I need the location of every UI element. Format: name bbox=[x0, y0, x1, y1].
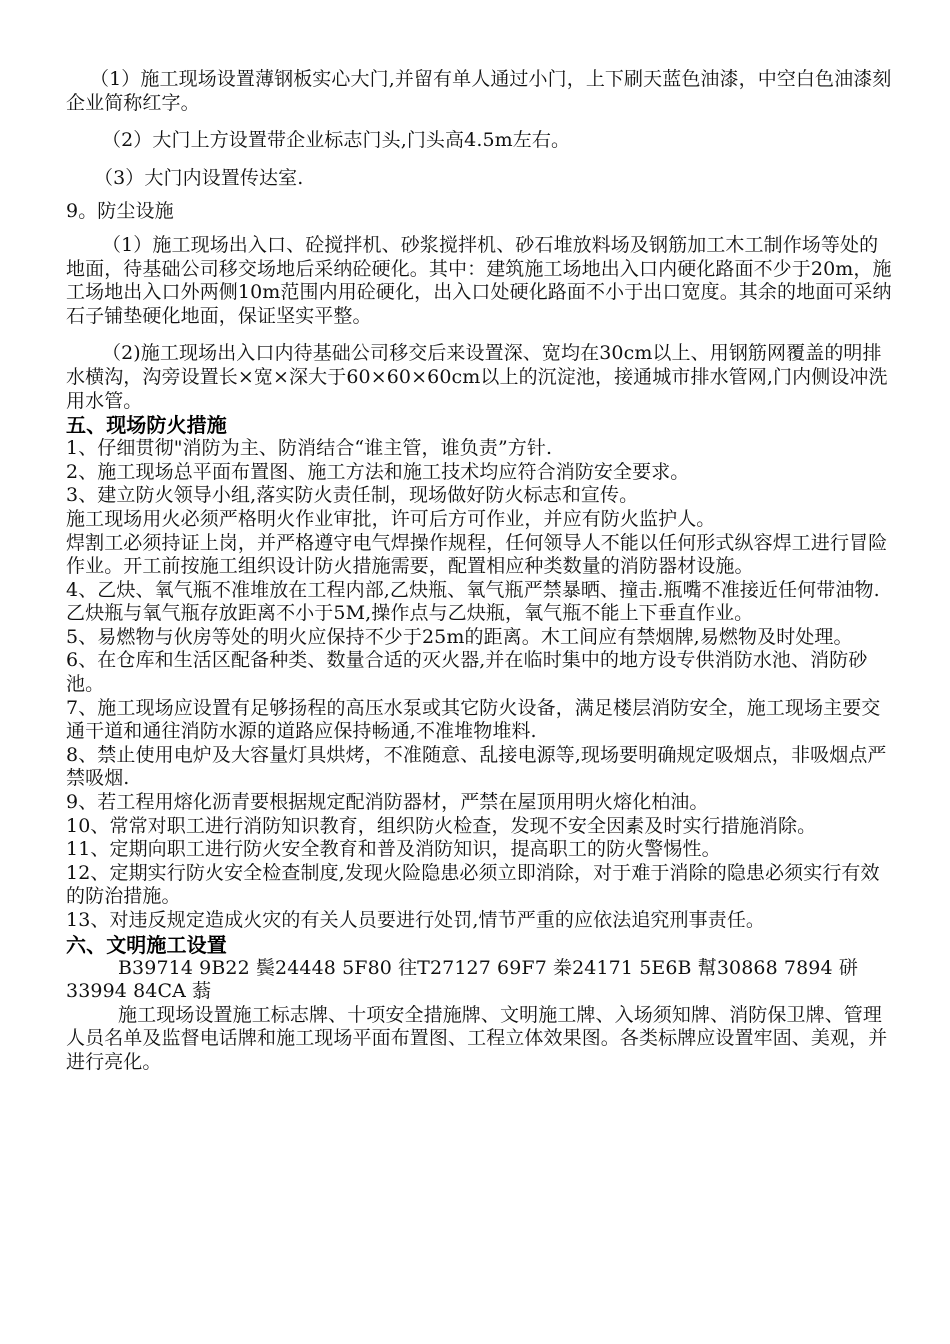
civil-section-heading: 六、文明施工设置 bbox=[66, 932, 227, 957]
fire-item: 3、建立防火领导小组,落实防火责任制，现场做好防火标志和宣传。 bbox=[66, 484, 639, 507]
dust-item-1: （1）施工现场出入口、砼搅拌机、砂浆搅拌机、砂石堆放料场及钢筋加工木工制作场等处的地面，待基础公司移交场地后采纳砼硬化。其中：建筑施工场地出入口内硬化路面不少于20m，施工场地出入口外两侧10m范围内用砼硬化，出入口处硬化路面不小于出口宽度。其余的地面可采纳石子铺垫硬化地面，保证坚实平整。 bbox=[66, 233, 892, 327]
gate-item-2: （2）大门上方设置带企业标志门头,门头高4.5m左右。 bbox=[102, 129, 571, 152]
fire-item: 2、施工现场总平面布置图、施工方法和施工技术均应符合消防安全要求。 bbox=[66, 460, 690, 483]
fire-item: 7、施工现场应设置有足够扬程的高压水泵或其它防火设备，满足楼层消防安全，施工现场主要交通干道和通往消防水源的道路应保持畅通,不准堆物堆料. bbox=[66, 696, 881, 743]
fire-item: 12、定期实行防火安全检查制度,发现火险隐患必须立即消除，对于难于消除的隐患必须实行有效的防治措施。 bbox=[66, 861, 880, 908]
fire-item: 8、禁止使用电炉及大容量灯具烘烤，不准随意、乱接电源等,现场要明确规定吸烟点，非吸烟点严禁吸烟. bbox=[66, 743, 887, 790]
dust-item-2: （2)施工现场出入口内待基础公司移交后来设置深、宽均在30cm以上、用钢筋网覆盖的明排水横沟，沟旁设置长×宽×深大于60×60×60cm以上的沉淀池，接通城市排水管网,门内侧设冲洗用水管。 bbox=[66, 342, 888, 412]
fire-item: 1、仔细贯彻"消防为主、防消结合“谁主管，谁负责”方针. bbox=[66, 437, 553, 460]
fire-section-heading: 五、现场防火措施 bbox=[66, 413, 227, 438]
gate-item-3: （3）大门内设置传达室. bbox=[94, 166, 304, 189]
fire-item: 6、在仓库和生活区配备种类、数量合适的灭火器,并在临时集中的地方设专供消防水池、消防砂池。 bbox=[66, 649, 868, 696]
fire-item: 10、常常对职工进行消防知识教育，组织防火检查，发现不安全因素及时实行措施消除。 bbox=[66, 814, 817, 837]
garbled-code-line: B39714 9B22 鬓24448 5F80 往T27127 69F7 桊24171 5E6B 幫30868 7894 硑33994 84CA 蓊 bbox=[66, 956, 858, 1003]
civil-body-paragraph: 施工现场设置施工标志牌、十项安全措施牌、文明施工牌、入场须知牌、消防保卫牌、管理人员名单及监督电话牌和施工现场平面布置图、工程立体效果图。各类标牌应设置牢固、美观，并进行亮化。 bbox=[66, 1003, 888, 1073]
dust-section-title: 9。防尘设施 bbox=[66, 200, 174, 223]
fire-item: 焊割工必须持证上岗，并严格遵守电气焊操作规程，任何领导人不能以任何形式纵容焊工进行冒险作业。开工前按施工组织设计防火措施需要，配置相应种类数量的消防器材设施。 bbox=[66, 531, 888, 578]
fire-item: 5、易燃物与伙房等处的明火应保持不少于25m的距离。木工间应有禁烟牌,易燃物及时处理。 bbox=[66, 625, 853, 648]
document-page bbox=[66, 68, 896, 1075]
fire-item: 4、乙炔、氧气瓶不准堆放在工程内部,乙炔瓶、氧气瓶严禁暴晒、撞击.瓶嘴不准接近任何带油物.乙炔瓶与氧气瓶存放距离不小于5M,操作点与乙炔瓶，氧气瓶不能上下垂直作业。 bbox=[66, 578, 880, 625]
fire-item: 13、对违反规定造成火灾的有关人员要进行处罚,情节严重的应依法追究刑事责任。 bbox=[66, 909, 766, 931]
fire-item: 11、定期向职工进行防火安全教育和普及消防知识，提高职工的防火警惕性。 bbox=[66, 838, 721, 861]
fire-item: 施工现场用火必须严格明火作业审批，许可后方可作业，并应有防火监护人。 bbox=[66, 507, 716, 530]
gate-item-1: （1）施工现场设置薄钢板实心大门,并留有单人通过小门，上下刷天蓝色油漆，中空白色油漆刻企业简称红字。 bbox=[66, 68, 892, 114]
fire-item: 9、若工程用熔化沥青要根据规定配消防器材，严禁在屋顶用明火熔化柏油。 bbox=[66, 791, 709, 814]
